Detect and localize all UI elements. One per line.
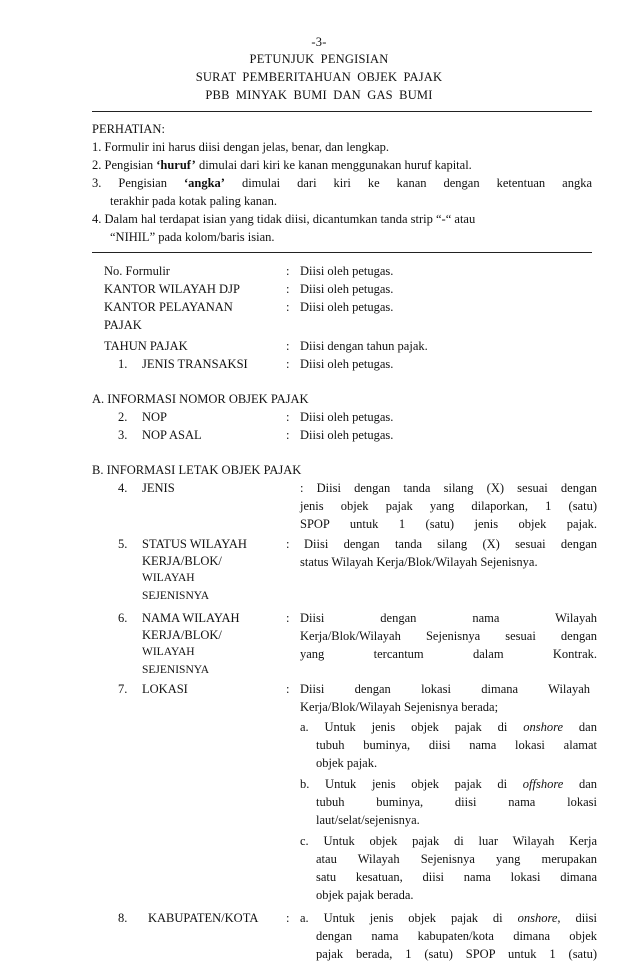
lokasi-c-line-3: satu kesatuan, diisi nama lokasi dimana	[316, 870, 597, 884]
field-value-jenis-line-2: jenis objek pajak yang dilaporkan, 1 (satu)	[300, 499, 597, 513]
field-value-lokasi-line-1: Diisi dengan lokasi dimana Wilayah	[300, 682, 590, 696]
lokasi-c-line-4: objek pajak berada.	[316, 888, 414, 902]
field-colon: :	[286, 537, 290, 551]
perhatian-item-2: 2. Pengisian ‘huruf’ dimulai dari kiri ke kanan menggunakan huruf kapital.	[92, 158, 472, 172]
field-colon: :	[286, 911, 290, 925]
field-label-tahun-pajak: TAHUN PAJAK	[104, 339, 188, 353]
field-colon: :	[286, 264, 290, 278]
field-label-jenis-transaksi: JENIS TRANSAKSI	[142, 357, 248, 371]
title-line-1: PETUNJUK PENGISIAN	[249, 52, 389, 66]
item-number: 6.	[118, 611, 128, 625]
item-number: 5.	[118, 537, 128, 551]
field-value-nama-wilayah-line-1: Diisi dengan nama Wilayah	[300, 611, 597, 625]
field-label-kabupaten-kota: KABUPATEN/KOTA	[148, 911, 259, 925]
perhatian-heading: PERHATIAN:	[92, 122, 165, 136]
field-label-kantor-pelayanan-cont: PAJAK	[104, 318, 142, 332]
field-value-jenis-line-1: : Diisi dengan tanda silang (X) sesuai dengan	[300, 481, 597, 495]
field-colon: :	[286, 357, 290, 371]
perhatian-item-3: 3. Pengisian ‘angka’ dimulai dari kiri ke kanan dengan ketentuan angka	[92, 176, 592, 190]
field-colon: :	[286, 410, 290, 424]
field-label-nama-wilayah-cont-2: WILAYAH	[142, 646, 195, 658]
field-label-lokasi: LOKASI	[142, 682, 188, 696]
lokasi-b-line-3: laut/selat/sejenisnya.	[316, 813, 420, 827]
field-label-status-wilayah-cont-3: SEJENISNYA	[142, 590, 210, 602]
field-colon: :	[286, 611, 290, 625]
field-label-kantor-pelayanan: KANTOR PELAYANAN	[104, 300, 233, 314]
perhatian-divider	[92, 252, 592, 253]
field-colon: :	[286, 300, 290, 314]
field-label-nama-wilayah-cont-1: KERJA/BLOK/	[142, 628, 222, 642]
field-colon: :	[286, 428, 290, 442]
item-number: 1.	[118, 357, 128, 371]
field-colon: :	[286, 682, 290, 696]
field-value-nop-asal: Diisi oleh petugas.	[300, 428, 394, 442]
field-value-nama-wilayah-line-3: yang tercantum dalam Kontrak.	[300, 647, 597, 661]
field-label-nama-wilayah: NAMA WILAYAH	[142, 611, 240, 625]
field-label-no-formulir: No. Formulir	[104, 264, 170, 278]
lokasi-c-line-1: c. Untuk objek pajak di luar Wilayah Kerja	[300, 834, 597, 848]
page-number: -3-	[311, 35, 327, 49]
field-value-nop: Diisi oleh petugas.	[300, 410, 394, 424]
section-b-heading: B. INFORMASI LETAK OBJEK PAJAK	[92, 463, 302, 477]
lokasi-b-line-2: tubuh buminya, diisi nama lokasi	[316, 795, 597, 809]
field-label-nop-asal: NOP ASAL	[142, 428, 202, 442]
field-label-status-wilayah: STATUS WILAYAH	[142, 537, 247, 551]
item-number: 8.	[118, 911, 128, 925]
kabupaten-a-line-3: pajak berada, 1 (satu) SPOP untuk 1 (satu)	[316, 947, 597, 961]
header-divider	[92, 111, 592, 112]
kabupaten-a-line-1: a. Untuk jenis objek pajak di onshore, diisi	[300, 911, 597, 925]
perhatian-item-3-cont: terakhir pada kotak paling kanan.	[110, 194, 277, 208]
field-value-kantor-wilayah: Diisi oleh petugas.	[300, 282, 394, 296]
field-label-status-wilayah-cont-1: KERJA/BLOK/	[142, 554, 222, 568]
item-number: 3.	[118, 428, 128, 442]
title-line-2: SURAT PEMBERITAHUAN OBJEK PAJAK	[195, 70, 443, 84]
field-value-kantor-pelayanan: Diisi oleh petugas.	[300, 300, 394, 314]
field-value-status-wilayah-line-1: Diisi dengan tanda silang (X) sesuai dengan	[304, 537, 597, 551]
field-value-no-formulir: Diisi oleh petugas.	[300, 264, 394, 278]
field-colon: :	[286, 282, 290, 296]
item-number: 4.	[118, 481, 128, 495]
lokasi-a-line-2: tubuh buminya, diisi nama lokasi alamat	[316, 738, 597, 752]
field-label-jenis: JENIS	[142, 481, 175, 495]
field-value-status-wilayah-line-2: status Wilayah Kerja/Blok/Wilayah Sejenisnya.	[300, 555, 538, 569]
perhatian-item-4: 4. Dalam hal terdapat isian yang tidak diisi, dicantumkan tanda strip “-“ atau	[92, 212, 476, 226]
field-value-jenis-line-3: SPOP untuk 1 (satu) jenis objek pajak.	[300, 517, 597, 531]
field-label-kantor-wilayah: KANTOR WILAYAH DJP	[104, 282, 240, 296]
lokasi-a-line-3: objek pajak.	[316, 756, 378, 770]
field-value-tahun-pajak: Diisi dengan tahun pajak.	[300, 339, 428, 353]
field-label-nama-wilayah-cont-3: SEJENISNYA	[142, 664, 210, 676]
title-line-3: PBB MINYAK BUMI DAN GAS BUMI	[205, 88, 433, 102]
field-value-nama-wilayah-line-2: Kerja/Blok/Wilayah Sejenisnya sesuai dengan	[300, 629, 597, 643]
section-a-heading: A. INFORMASI NOMOR OBJEK PAJAK	[92, 392, 309, 406]
item-number: 7.	[118, 682, 128, 696]
perhatian-item-1: 1. Formulir ini harus diisi dengan jelas, benar, dan lengkap.	[92, 140, 390, 154]
field-value-lokasi-line-2: Kerja/Blok/Wilayah Sejenisnya berada;	[300, 700, 499, 714]
field-value-jenis-transaksi: Diisi oleh petugas.	[300, 357, 394, 371]
item-number: 2.	[118, 410, 128, 424]
lokasi-b-line-1: b. Untuk jenis objek pajak di offshore dan	[300, 777, 597, 791]
field-label-nop: NOP	[142, 410, 168, 424]
perhatian-item-4-cont: “NIHIL” pada kolom/baris isian.	[110, 230, 275, 244]
lokasi-a-line-1: a. Untuk jenis objek pajak di onshore dan	[300, 720, 597, 734]
kabupaten-a-line-2: dengan nama kabupaten/kota dimana objek	[316, 929, 597, 943]
lokasi-c-line-2: atau Wilayah Sejenisnya yang merupakan	[316, 852, 597, 866]
field-label-status-wilayah-cont-2: WILAYAH	[142, 572, 195, 584]
field-colon: :	[286, 339, 290, 353]
